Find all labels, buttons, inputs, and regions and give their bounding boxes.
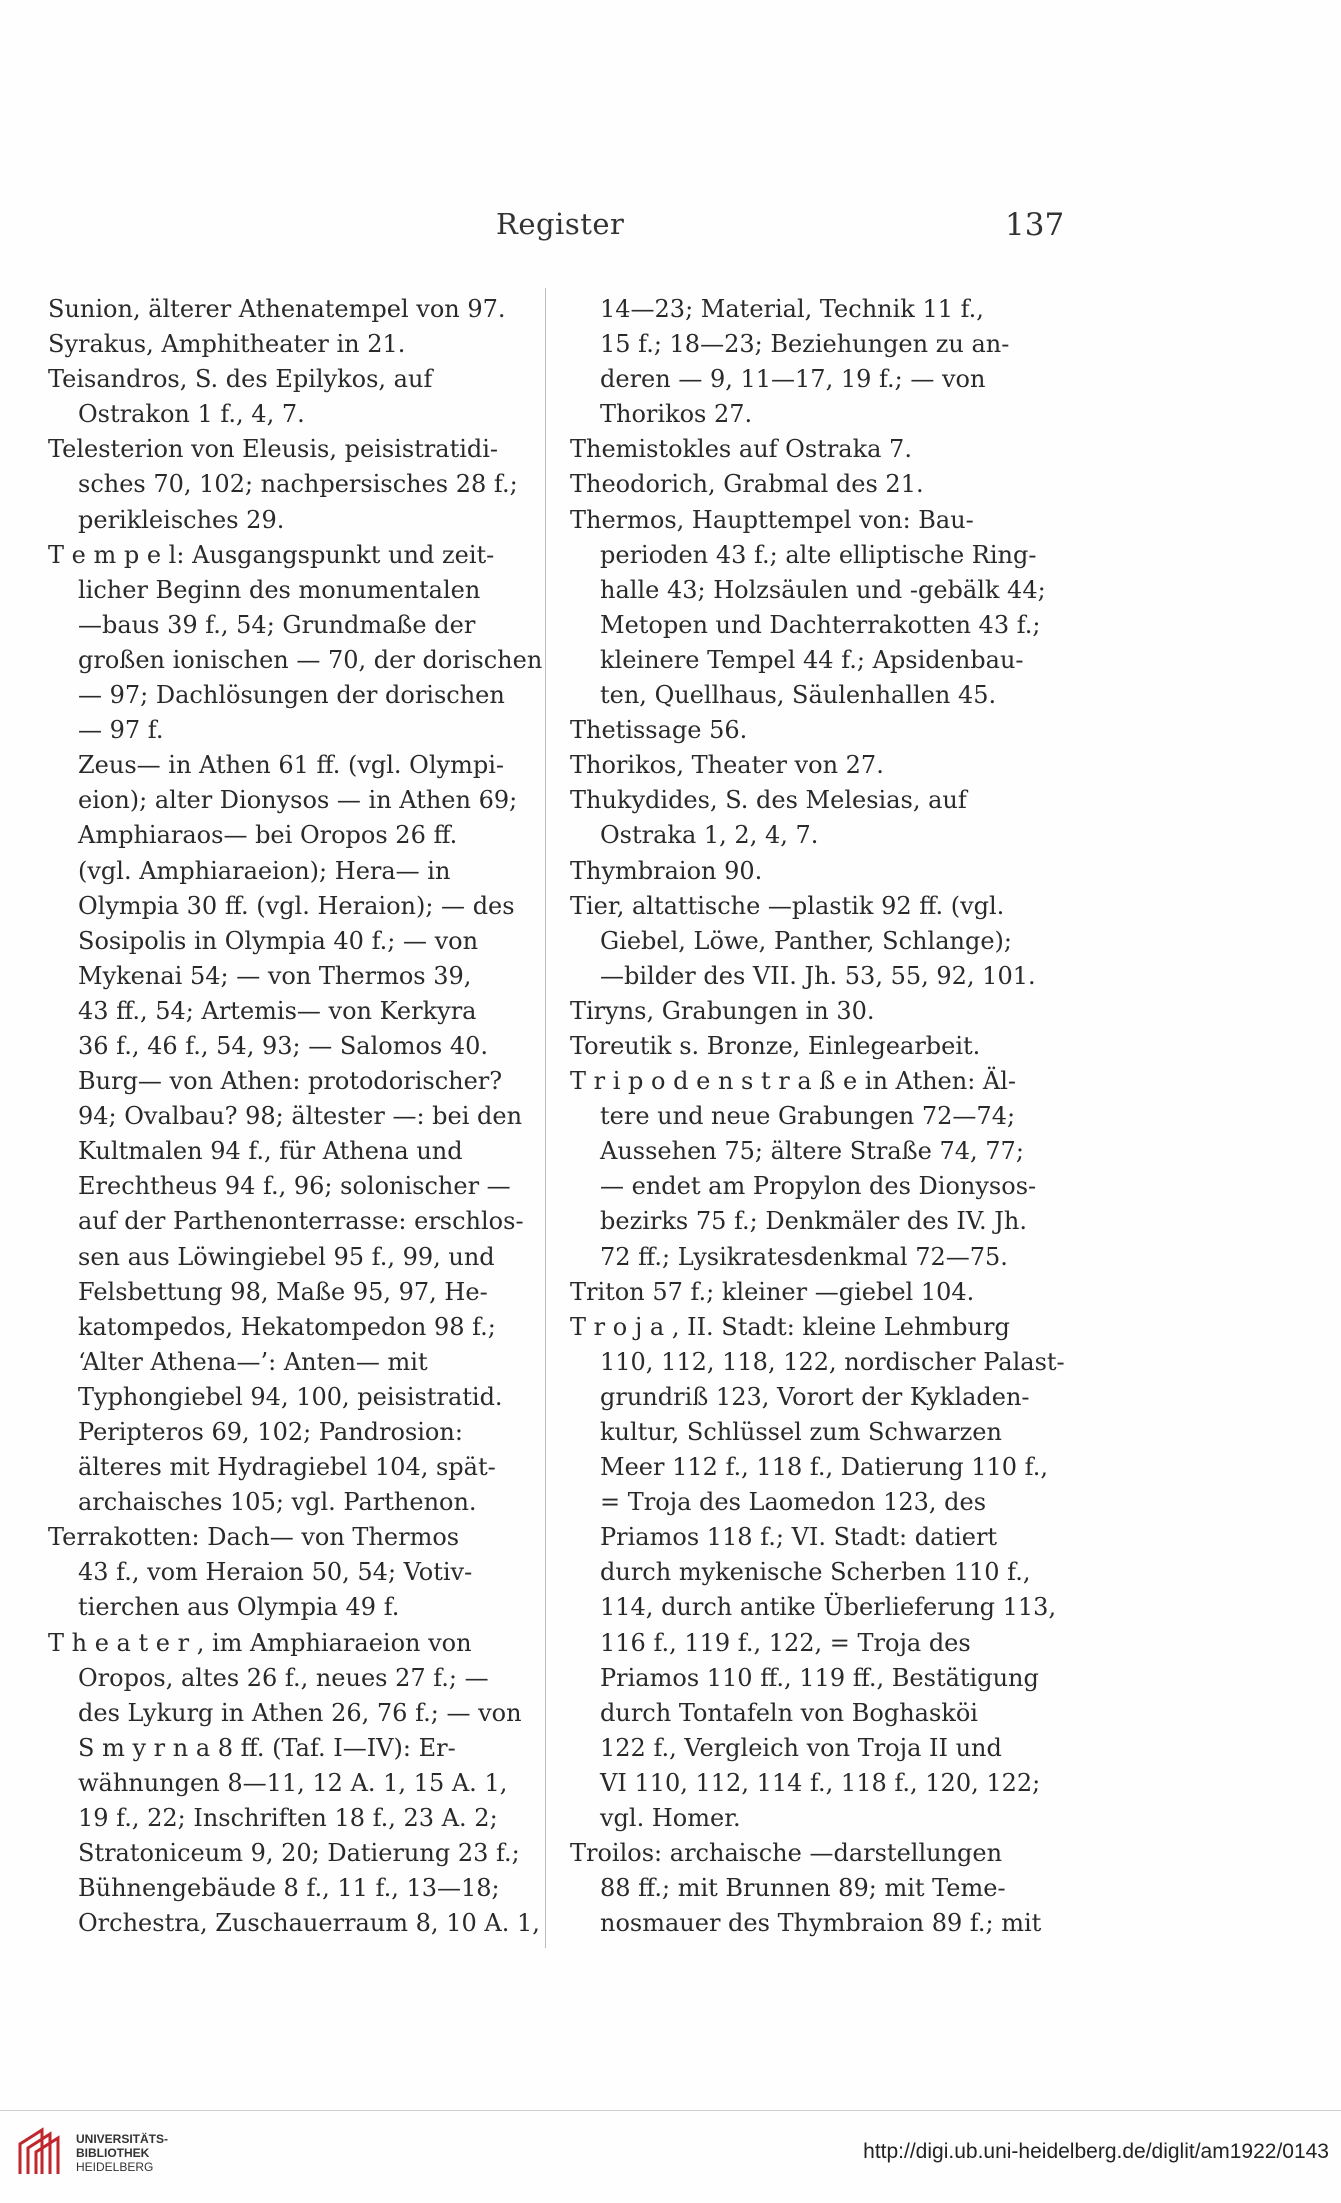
entry-line: 43 f., vom Heraion 50, 54; Votiv- [78,1558,473,1587]
entry-line: katompedos, Hekatompedon 98 f.; [78,1312,496,1341]
index-entry [570,889,1060,994]
entry-line: Ostraka 1, 2, 4, 7. [600,821,819,850]
index-entry [48,538,543,749]
entry-line: T r o j a , II. Stadt: kleine Lehmburg [570,1312,1010,1341]
entry-line: Terrakotten: Dach— von Thermos [48,1523,460,1552]
entry-line: 94; Ovalbau? 98; ältester —: bei den [78,1102,523,1131]
entry-line: Erechtheus 94 f., 96; solonischer — [78,1172,511,1201]
entry-line: des Lykurg in Athen 26, 76 f.; — von [78,1698,522,1727]
entry-line: S m y r n a 8 ff. (Taf. I—IV): Er- [78,1733,456,1762]
index-entry [570,854,1060,889]
entry-line: eion); alter Dionysos — in Athen 69; [78,786,518,815]
entry-line: 110, 112, 118, 122, nordischer Palast- [600,1347,1065,1376]
entry-line: Amphiaraos— bei Oropos 26 ff. [78,821,458,850]
index-entry [48,432,526,537]
entry-line: Troilos: archaische —darstellungen [570,1839,1003,1868]
entry-line: Olympia 30 ff. (vgl. Heraion); — des [78,891,515,920]
entry-line: tierchen aus Olympia 49 f. [78,1593,400,1622]
entry-line: 88 ff.; mit Brunnen 89; mit Teme- [600,1874,1006,1903]
entry-line: ten, Quellhaus, Säulenhallen 45. [600,681,997,710]
entry-line: grundriß 123, Vorort der Kykladen- [600,1382,1030,1411]
running-title: Register [496,207,625,241]
entry-line: Sunion, älterer Athenatempel von 97. [48,295,506,323]
entry-line: bezirks 75 f.; Denkmäler des IV. Jh. [600,1207,1027,1236]
entry-line: Aussehen 75; ältere Straße 74, 77; [600,1137,1024,1166]
page-number: 137 [1005,207,1065,243]
entry-line: 72 ff.; Lysikratesdenkmal 72—75. [600,1242,1008,1271]
entry-line: Thukydides, S. des Melesias, auf [570,786,967,815]
entry-line: sen aus Löwingiebel 95 f., 99, und [78,1242,495,1271]
entry-line: Sosipolis in Olympia 40 f.; — von [78,926,479,955]
index-entry [570,783,1060,853]
entry-line: perikleisches 29. [78,505,285,534]
entry-line: archaisches 105; vgl. Parthenon. [78,1488,477,1517]
index-column-right [570,292,1065,1941]
entry-line: kleinere Tempel 44 f.; Apsidenbau- [600,645,1024,674]
entry-line: Thermos, Haupttempel von: Bau- [570,505,974,534]
index-entry [48,292,526,327]
entry-line: Tiryns, Grabungen in 30. [570,996,875,1025]
entry-line: wähnungen 8—11, 12 A. 1, 15 A. 1, [78,1768,508,1797]
entry-line: Thymbraion 90. [570,856,763,885]
entry-line: Metopen und Dachterrakotten 43 f.; [600,610,1041,639]
entry-line: Tier, altattische —plastik 92 ff. (vgl. [570,891,1005,920]
index-entry [570,292,1060,432]
entry-line: Meer 112 f., 118 f., Datierung 110 f., [600,1453,1048,1482]
entry-line: 36 f., 46 f., 54, 93; — Salomos 40. [78,1031,489,1060]
entry-line: — 97; Dachlösungen der dorischen [78,681,505,710]
index-entry [570,1064,1060,1275]
entry-line: —bilder des VII. Jh. 53, 55, 92, 101. [600,961,1036,990]
entry-line: 15 f.; 18—23; Beziehungen zu an- [600,330,1010,359]
index-entry [570,1029,1060,1064]
column-divider [545,288,546,1948]
entry-line: Triton 57 f.; kleiner —giebel 104. [570,1277,975,1306]
entry-line: Typhongiebel 94, 100, peisistratid. [78,1382,503,1411]
entry-line: Telesterion von Eleusis, peisistratidi- [48,435,499,464]
entry-line: Priamos 110 ff., 119 ff., Bestätigung [600,1663,1039,1692]
source-url-link[interactable]: http://digi.ub.uni-heidelberg.de/diglit/am1922/0143 [863,2140,1329,2163]
entry-line: (vgl. Amphiaraeion); Hera— in [78,856,451,885]
index-entry [570,1275,1060,1310]
entry-line: Zeus— in Athen 61 ff. (vgl. Olympi- [78,751,504,780]
entry-line: Ostrakon 1 f., 4, 7. [78,400,305,429]
entry-line: 122 f., Vergleich von Troja II und [600,1733,1002,1762]
entry-line: sches 70, 102; nachpersisches 28 f.; [78,470,518,499]
entry-line: Theodorich, Grabmal des 21. [570,470,924,499]
entry-line: Orchestra, Zuschauerraum 8, 10 A. 1, [78,1909,540,1938]
entry-line: 116 f., 119 f., 122, = Troja des [600,1628,971,1657]
library-line: BIBLIOTHEK [76,2146,150,2160]
entry-line: kultur, Schlüssel zum Schwarzen [600,1418,1002,1446]
entry-line: Giebel, Löwe, Panther, Schlange); [600,926,1012,955]
entry-line: — 97 f. [78,716,164,745]
entry-line: ‘Alter Athena—’: Anten— mit [78,1347,428,1376]
entry-line: Felsbettung 98, Maße 95, 97, He- [78,1277,488,1306]
index-entry [48,748,526,1520]
entry-line: 14—23; Material, Technik 11 f., [600,295,984,323]
entry-line: Mykenai 54; — von Thermos 39, [78,961,472,990]
index-column-left [48,292,543,1941]
entry-line: 114, durch antike Überlieferung 113, [600,1593,1057,1622]
entry-line: Bühnengebäude 8 f., 11 f., 13—18; [78,1874,500,1903]
index-entry [570,467,1060,502]
entry-line: Thetissage 56. [570,716,748,745]
entry-line: Oropos, altes 26 f., neues 27 f.; — [78,1663,489,1692]
entry-line: Priamos 118 f.; VI. Stadt: datiert [600,1523,998,1552]
entry-line: großen ionischen — 70, der dorischen [78,645,543,674]
entry-line: Burg— von Athen: protodorischer? [78,1067,503,1096]
page-header [0,207,1341,247]
entry-line: halle 43; Holzsäulen und -gebälk 44; [600,575,1046,604]
index-entry [570,1836,1060,1941]
entry-line: Syrakus, Amphitheater in 21. [48,330,406,359]
entry-line: vgl. Homer. [600,1804,741,1833]
entry-line: nosmauer des Thymbraion 89 f.; mit [600,1909,1042,1938]
index-entry [48,1520,526,1625]
entry-line: durch Tontafeln von Boghasköi [600,1698,978,1727]
entry-line: — endet am Propylon des Dionysos- [600,1172,1037,1201]
entry-line: Peripteros 69, 102; Pandrosion: [78,1418,463,1446]
index-entry [570,1310,1065,1836]
library-line: UNIVERSITÄTS- [76,2132,169,2146]
index-entry [570,713,1060,748]
entry-line: Toreutik s. Bronze, Einlegearbeit. [570,1031,981,1060]
entry-line: T h e a t e r , im Amphiaraeion von [48,1628,472,1657]
entry-line: Themistokles auf Ostraka 7. [570,435,912,464]
library-logo-icon [12,2122,72,2182]
entry-line: T r i p o d e n s t r a ß e in Athen: Äl- [570,1067,1017,1096]
index-entry [48,362,526,432]
footer-divider [0,2110,1341,2111]
entry-line: 43 ff., 54; Artemis— von Kerkyra [78,996,477,1025]
index-entry [48,1626,540,1942]
entry-line: licher Beginn des monumentalen [78,575,481,604]
entry-line: durch mykenische Scherben 110 f., [600,1558,1031,1587]
entry-line: T e m p e l: Ausgangspunkt und zeit- [48,540,495,569]
entry-line: auf der Parthenonterrasse: erschlos- [78,1207,524,1236]
index-entry [570,748,1060,783]
entry-line: Kultmalen 94 f., für Athena und [78,1137,463,1166]
entry-line: VI 110, 112, 114 f., 118 f., 120, 122; [600,1768,1041,1797]
index-entry [570,432,1060,467]
index-entry [570,503,1060,714]
entry-line: —baus 39 f., 54; Grundmaße der [78,610,476,639]
index-entry [48,327,526,362]
library-line: HEIDELBERG [76,2160,154,2174]
entry-line: älteres mit Hydragiebel 104, spät- [78,1453,496,1482]
entry-line: Thorikos, Theater von 27. [570,751,884,780]
entry-line: deren — 9, 11—17, 19 f.; — von [600,365,986,394]
library-name [76,2132,168,2174]
entry-line: Thorikos 27. [600,400,753,429]
entry-line: Stratoniceum 9, 20; Datierung 23 f.; [78,1839,520,1868]
entry-line: = Troja des Laomedon 123, des [600,1488,987,1517]
index-entry [570,994,1060,1029]
entry-line: 19 f., 22; Inschriften 18 f., 23 A. 2; [78,1804,498,1833]
entry-line: tere und neue Grabungen 72—74; [600,1102,1016,1131]
entry-line: Teisandros, S. des Epilykos, auf [48,365,433,394]
entry-line: perioden 43 f.; alte elliptische Ring- [600,540,1037,569]
